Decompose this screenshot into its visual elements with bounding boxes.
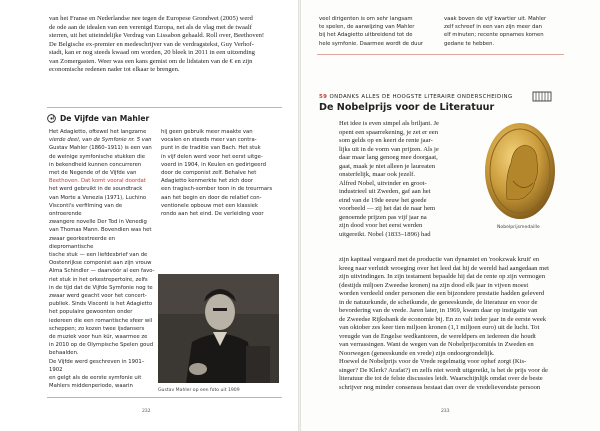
- body-line: van oktober zes keer tien miljoen kronen (1,1 miljoen euro) uit de lucht. Tot: [339, 324, 540, 331]
- section-header: [319, 94, 551, 100]
- box-line: behaalden.: [49, 350, 79, 357]
- box-column-2: [161, 128, 281, 218]
- continued-line: hele symfonie. Daarmee wordt de duur: [319, 40, 424, 47]
- body-line: vreugde van de Engelse wedkantoren, de wereldpers en iedereen die houdt: [339, 332, 536, 340]
- intro-line: van Zomergasten. Weer was een kans gemist om de lidstaten van de € en zijn: [49, 57, 253, 65]
- box-line: zwaar georkestreerde en diepromantische: [49, 235, 116, 250]
- body-line: literatuur die tot de felste discussies leidt. Waarschijnlijk omdat over de beste: [339, 375, 543, 382]
- body-line: eind van de 19de eeuw het goede: [339, 196, 427, 204]
- box-line: punt in de traditie van Bach. Het stuk: [161, 145, 261, 152]
- box-line: van Morte a Venezia (1971), Luchino: [49, 194, 147, 201]
- section-number: 59: [319, 94, 328, 100]
- box-line: door de componist zelf. Behalve het: [161, 170, 257, 177]
- continued-line: vaak boven de vijf kwartier uit. Mahler: [444, 16, 547, 22]
- box-line: in de tijd dat de Vijfde Symfonie nog te: [49, 284, 153, 291]
- box-line: zwaar werd geacht voor het concert-: [49, 293, 147, 300]
- box-end-rule: [317, 54, 564, 55]
- box-line: zwangere novelle Der Tod in Venedig: [49, 219, 147, 226]
- box-line: hij geen gebruik meer maakte van: [161, 129, 253, 135]
- box-line: en gelgt als de eerste symfonie uit: [49, 375, 142, 382]
- continued-column-1: [319, 15, 437, 48]
- box-line: voerd in 1904, in Keulen en gedirigeerd: [161, 161, 266, 168]
- body-line: lijks uit in de vorm van prijzen. Als je: [339, 145, 439, 153]
- intro-line: sterren, uit het uiteindelijke Verdrag van Lissabon gehaald. Roll over, Beethoven!: [49, 32, 265, 39]
- body-line: voorbeeld — zij het dat de naar hem: [339, 205, 436, 212]
- body-line: Hoewel de Nobelprijs voor de Vrede regelmatig voor ophef zorgt (Kis-: [339, 358, 527, 365]
- body-line: genoemde prijzen pas vijf jaar na: [339, 213, 427, 221]
- main-text-column: [339, 120, 476, 239]
- box-line: in 2010 op de Olympische Spelen goud: [49, 342, 154, 349]
- section-label: ONDANKS ALLES DE HOOGSTE LITERAIRE ONDERSCHEIDING: [329, 94, 513, 100]
- page-number: 233: [441, 408, 450, 414]
- box-line: ventionele opbouw met een klassiek: [161, 202, 258, 209]
- chapter-title: De Nobelprijs voor de Literatuur: [319, 102, 495, 113]
- medal-caption: Nobelprijsmedaille: [497, 225, 540, 230]
- body-line: singer? De Klerk? Arafat?) en zelfs niet wordt uitgereikt, is het de prijs voor de: [339, 366, 548, 374]
- box-line: vocalen en steeds meer van contra-: [161, 137, 257, 144]
- body-line: schrijver nog minder consensus bestaat dan over de vredelievendste persoon: [339, 383, 541, 391]
- box-line: aan het begin en door de relatief con-: [161, 194, 262, 201]
- box-title-text: De Vijfde van Mahler: [60, 114, 150, 123]
- box-line: iedereen die een romantische sfeer wil: [49, 317, 153, 324]
- continued-line: elf minuten; recente opnames komen: [444, 32, 544, 39]
- mahler-portrait-image: [158, 274, 279, 383]
- box-line: het populaire gewoonten onder: [49, 309, 133, 316]
- wide-text-column: [339, 256, 562, 392]
- continued-line: zelf schreef in een van zijn meer dan: [444, 24, 542, 31]
- intro-line: De Belgische ex-premier en medeschrijver van de verdragstekst, Guy Verhof-: [49, 40, 254, 48]
- photo-caption: Gustav Mahler op een foto uit 1909: [158, 388, 240, 393]
- intro-line: stadt, kan er nog steeds kwaad om worden, 20 bleek in 2011 in een uitzending: [49, 49, 255, 56]
- box-line: met de Negende of de Vijfde van: [49, 170, 137, 177]
- box-line: Gustav Mahler (1860–1911) is een van: [49, 145, 152, 152]
- body-line: (destijds miljoen Zweedse kronen) na zijn dood elk jaar in vijven moest: [339, 281, 529, 289]
- body-line: in de natuurkunde, de scheikunde, de geneeskunde, de literatuur en voor de: [339, 298, 538, 306]
- box-line: Mahlers middenperiode, waarin: [49, 383, 133, 390]
- left-page: [0, 0, 298, 431]
- box-line: Oostenrijkse componist aan zijn vrouw: [49, 260, 152, 267]
- body-line: som gelds op en keert de rente jaar-: [339, 137, 433, 144]
- continued-line: veel dirigenten is om sehr langsam: [319, 16, 413, 22]
- body-line: opent een spaarrekening, je zet er een: [339, 128, 439, 136]
- box-line: Adagietto kenmerkte het zich door: [161, 178, 254, 185]
- intro-line: van het Franse en Nederlandse nee tegen de Europese Grondwet (2005) werd: [49, 15, 253, 22]
- intro-line: de ode aan de idealen van een verenigd Europa, net als de vlag met de twaalf: [49, 23, 252, 31]
- box-line: in bekendheid kunnen concurreren: [49, 161, 142, 168]
- box-line: Het Adagietto, oftewel het langzame: [49, 129, 147, 135]
- body-line: daar maar lang genoeg mee doorgaat,: [339, 154, 438, 161]
- body-line: zijn uitvindingen. In zijn testament bepaalde hij dat de rente op zijn vermogen: [339, 273, 545, 280]
- box-line: een tragisch-somber toon in de treurmars: [161, 186, 273, 193]
- box-line: in vijf delen werd voor het eerst uitge-: [161, 153, 263, 160]
- body-line: de Zweedse Rijksbank de economie bij. En zo valt ieder jaar in de eerste week: [339, 315, 547, 323]
- box-line: scheppen; zo kozen twee ijsdansers: [49, 325, 145, 332]
- body-line: uitgereikt. Nobel (1833–1896) had: [339, 230, 431, 238]
- continued-column-2: [444, 15, 562, 48]
- intro-line: economische redenen nader tot elkaar te brengen.: [49, 66, 180, 73]
- box-line: van Thomas Mann. Bovendien was het: [49, 227, 152, 234]
- body-line: gaat, maak je niet alleen je laureaten: [339, 162, 436, 170]
- box-line: de weinige symfonische stukken die: [49, 153, 145, 160]
- box-line: het werd gebruikt in de soundtrack: [49, 186, 143, 193]
- body-line: kreeg naar verluidt wroeging over het leed dat hij de wereld had aangedaan met: [339, 264, 549, 272]
- box-line: tische stuk — een liefdesbrief van de: [49, 252, 148, 259]
- books-icon: [532, 90, 552, 102]
- box-top-rule: [47, 107, 282, 108]
- body-line: onsterfelijk, maar ook jezelf.: [339, 171, 415, 178]
- continued-line: te spelen, de aanwijzing van Mahler: [319, 24, 415, 31]
- body-line: Alfred Nobel, uitvinder en groot-: [339, 179, 427, 187]
- box-line: publiek. Sinds Visconti is het Adagietto: [49, 301, 153, 308]
- body-line: worden verdeeld onder personen die een bijzondere prestatie hadden geleverd: [339, 290, 545, 297]
- page-number: 232: [142, 408, 151, 414]
- continued-line: gedane te hebben.: [444, 40, 495, 47]
- box-line: Alma Schindler — daarvóór al een favo-: [49, 268, 155, 275]
- continued-line: bij het Adagietto uitbreidend tot de: [319, 32, 413, 39]
- body-line: bevordering van de vrede. Jaren later, in 1969, kwam daar op instigatie van: [339, 307, 538, 314]
- box-column-1: [49, 128, 156, 391]
- box-line: riet stuk in het orkestrepertoire, zelfs: [49, 276, 148, 283]
- box-line: Visconti's verfilming van de ontroerende: [49, 202, 123, 218]
- body-line: zijn dood voor het eerst werden: [339, 222, 423, 229]
- music-disc-icon: [47, 114, 56, 123]
- nobel-medal-image: [483, 121, 557, 222]
- box-line: vierde deel, van de Symfonie nr. 5 van: [49, 137, 152, 144]
- body-line: Noorwegen (geneeskunde en vrede) zijn ondoorgrondelijk.: [339, 349, 495, 357]
- box-title: [47, 114, 149, 123]
- box-line: de muziek voor hun kür, waarmee ze: [49, 334, 148, 341]
- body-line: industrieel uit Zweden, gaf aan het: [339, 188, 431, 195]
- box-line: rondo aan het eind. De verleiding voor: [161, 211, 264, 218]
- box-line: De Vijfde werd geschreven in 1901–1902: [49, 358, 145, 373]
- box-line: Beethoven. Dat komt vooral doordat: [49, 178, 146, 185]
- body-line: van verrassingen. Want de wegen van de Nobelprijscomités in Zweden en: [339, 341, 534, 348]
- box-bottom-rule: [47, 397, 282, 398]
- body-line: zijn kapitaal vergaard met de productie van dynamiet en 'rookzwak kruit' en: [339, 256, 540, 263]
- intro-paragraph: [49, 15, 279, 75]
- mahler-photo: [158, 274, 279, 383]
- body-line: Het idee is even simpel als briljant. Je: [339, 120, 439, 127]
